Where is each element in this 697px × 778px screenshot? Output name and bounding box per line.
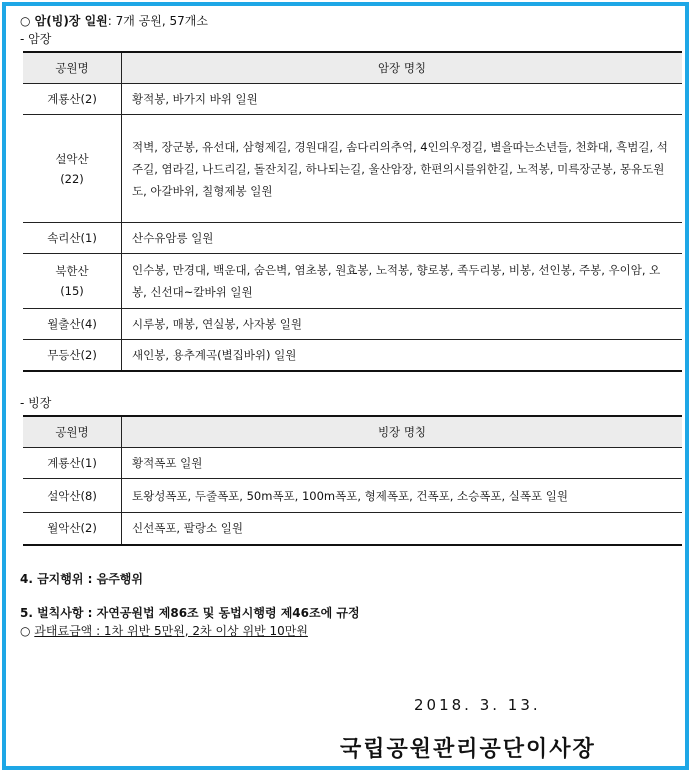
park-cell: 월출산(4): [23, 309, 122, 340]
rock-heading: [20, 12, 684, 30]
park-cell: 월악산(2): [23, 513, 122, 545]
rock-heading-bold: ○ 암(빙)장 일원: [20, 14, 108, 28]
table-row: [23, 340, 682, 372]
issuer-signature: 국립공원관리공단이사장: [340, 737, 596, 762]
names-cell: 적벽, 장군봉, 유선대, 삼형제길, 경원대길, 솜다리의추억, 4인의우정길, 별을따는소년들, 천화대, 흑범길, 석주길, 염라길, 나드리길, 돌잔치길, 하나되는길, 울산암장, 한편의시를위한길, 노적봉, 미륵장군봉, 몽유도원도, 아갈바위, 칠형제봉 일원: [122, 115, 683, 223]
document-frame: [2, 2, 689, 770]
park-cell: [23, 115, 122, 223]
table-row: [23, 115, 682, 223]
prohibited-acts: 4. 금지행위 : 음주행위: [20, 571, 143, 586]
park-cell: 계룡산(2): [23, 84, 122, 115]
rock-table: [23, 51, 682, 372]
table-row: [23, 513, 682, 545]
names-cell: 신선폭포, 팔랑소 일원: [122, 513, 683, 545]
document-content: [20, 12, 684, 640]
park-cell: 무등산(2): [23, 340, 122, 372]
ice-header-park: 공원명: [23, 416, 122, 448]
park-name: 설악산: [55, 151, 89, 166]
rock-subheading: - 암장: [20, 32, 52, 46]
ice-table-header: [23, 416, 682, 448]
table-row: [23, 479, 682, 513]
names-cell: 토왕성폭포, 두줄폭포, 50m폭포, 100m폭포, 형제폭포, 건폭포, 소승폭포, 실폭포 일원: [122, 479, 683, 513]
fine-text: 과태료금액 : 1차 위반 5만원, 2차 이상 위반 10만원: [34, 623, 308, 638]
names-cell: 시루봉, 매봉, 연실봉, 사자봉 일원: [122, 309, 683, 340]
rock-header-names: 암장 명칭: [122, 52, 683, 84]
penalty-title: 5. 벌칙사항 : 자연공원법 제86조 및 동법시행령 제46조에 규정: [20, 605, 360, 620]
table-row: [23, 448, 682, 479]
names-cell: 새인봉, 용추계곡(별집바위) 일원: [122, 340, 683, 372]
bullet: ○: [20, 623, 35, 638]
table-row: [23, 309, 682, 340]
table-row: [23, 84, 682, 115]
names-cell: 산수유암릉 일원: [122, 223, 683, 254]
rock-heading-rest: : 7개 공원, 57개소: [107, 14, 208, 28]
rock-header-park: 공원명: [23, 52, 122, 84]
park-cell: 계룡산(1): [23, 448, 122, 479]
park-count: (15): [60, 284, 84, 298]
rock-table-header: [23, 52, 682, 84]
table-row: [23, 223, 682, 254]
issue-date: 2018. 3. 13.: [414, 696, 541, 714]
park-count: (22): [60, 171, 84, 186]
park-cell: 속리산(1): [23, 223, 122, 254]
park-cell: [23, 254, 122, 309]
names-cell: 인수봉, 만경대, 백운대, 숨은벽, 염초봉, 원효봉, 노적봉, 향로봉, 족두리봉, 비봉, 선인봉, 주봉, 우이암, 오봉, 신선대~칼바위 일원: [122, 254, 683, 309]
ice-subheading: - 빙장: [20, 396, 52, 410]
names-cell: 황적폭포 일원: [122, 448, 683, 479]
park-cell: 설악산(8): [23, 479, 122, 513]
penalty-fine: [20, 622, 684, 640]
park-name: 북한산: [55, 264, 89, 278]
names-cell: 황적봉, 바가지 바위 일원: [122, 84, 683, 115]
ice-header-names: 빙장 명칭: [122, 416, 683, 448]
ice-table: [23, 415, 682, 546]
table-row: [23, 254, 682, 309]
